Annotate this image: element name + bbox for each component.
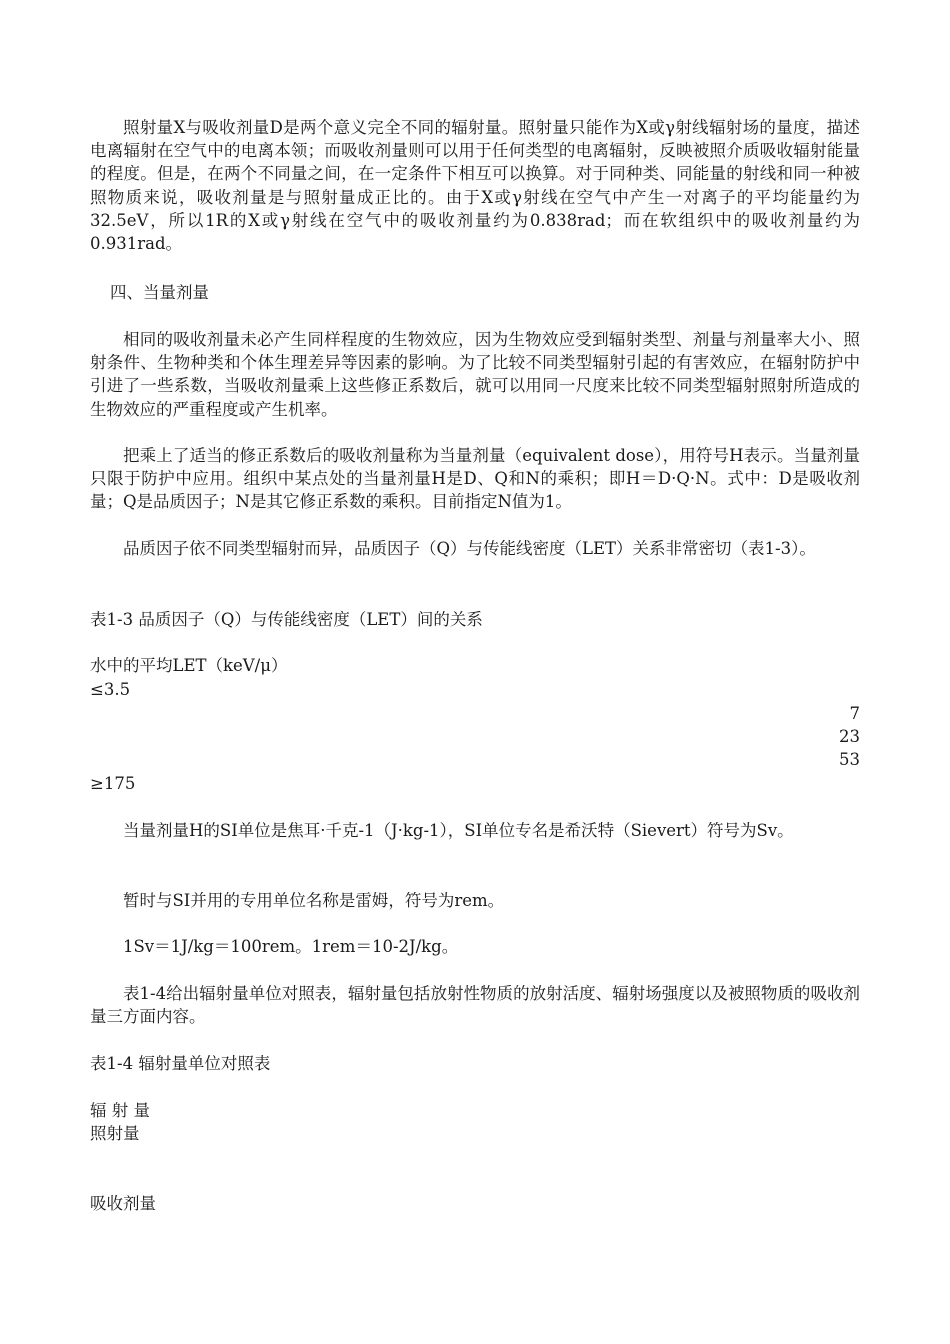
table-1-3-q-value-3: 53	[839, 750, 860, 769]
paragraph-unit-conversion: 1Sv＝1J/kg＝100rem。1rem＝10-2J/kg。	[123, 937, 459, 956]
table-1-3-q-value-1: 7	[849, 704, 860, 723]
table-1-3-caption: 表1-3 品质因子（Q）与传能线密度（LET）间的关系	[90, 610, 483, 629]
section-heading-equivalent-dose: 四、当量剂量	[110, 283, 209, 302]
paragraph-exposure-vs-absorbed: 照射量X与吸收剂量D是两个意义完全不同的辐射量。照射量只能作为X或γ射线辐射场的量度，描述电离辐射在空气中的电离本领；而吸收剂量则可以用于任何类型的电离辐射，反映被照介质吸收辐射能量的程度。但是，在两个不同量之间，在一定条件下相互可以换算。对于同种类、同能量的射线和同一种被照物质来说，吸收剂量是与照射量成正比的。由于X或γ射线在空气中产生一对离子的平均能量约为32.5eV，所以1R的X或γ射线在空气中的吸收剂量约为0.838rad；而在软组织中的吸收剂量约为0.931rad。	[90, 118, 860, 254]
table-1-3-let-row-1: ≤3.5	[90, 680, 131, 699]
paragraph-equivalent-dose-definition: 把乘上了适当的修正系数后的吸收剂量称为当量剂量（equivalent dose），用符号H表示。当量剂量只限于防护中应用。组织中某点处的当量剂量H是D、Q和N的乘积；即H＝D·Q·N。式中：D是吸收剂量；Q是品质因子；N是其它修正系数的乘积。目前指定N值为1。	[90, 446, 860, 512]
table-1-4-caption: 表1-4 辐射量单位对照表	[90, 1054, 271, 1073]
paragraph-biological-effect: 相同的吸收剂量未必产生同样程度的生物效应，因为生物效应受到辐射类型、剂量与剂量率大小、照射条件、生物种类和个体生理差异等因素的影响。为了比较不同类型辐射引起的有害效应，在辐射防护中引进了一些系数，当吸收剂量乘上这些修正系数后，就可以用同一尺度来比较不同类型辐射照射所造成的生物效应的严重程度或产生机率。	[90, 330, 860, 419]
table-1-4-row-absorbed-dose: 吸收剂量	[90, 1194, 156, 1213]
table-1-3-let-row-last: ≥175	[90, 774, 136, 793]
table-1-3-q-value-2: 23	[839, 727, 860, 746]
paragraph-quality-factor: 品质因子依不同类型辐射而异，品质因子（Q）与传能线密度（LET）关系非常密切（表1-3）。	[123, 539, 816, 558]
table-1-4-header: 辐 射 量	[90, 1101, 150, 1120]
paragraph-rem-unit: 暂时与SI并用的专用单位名称是雷姆，符号为rem。	[123, 891, 505, 910]
paragraph-table-1-4-intro: 表1-4给出辐射量单位对照表，辐射量包括放射性物质的放射活度、辐射场强度以及被照物质的吸收剂量三方面内容。	[90, 984, 860, 1027]
table-1-4-row-exposure: 照射量	[90, 1124, 140, 1143]
table-1-3-header: 水中的平均LET（keV/μ）	[90, 656, 288, 675]
paragraph-si-unit: 当量剂量H的SI单位是焦耳·千克-1（J·kg-1），SI单位专名是希沃特（Sievert）符号为Sv。	[123, 821, 794, 840]
